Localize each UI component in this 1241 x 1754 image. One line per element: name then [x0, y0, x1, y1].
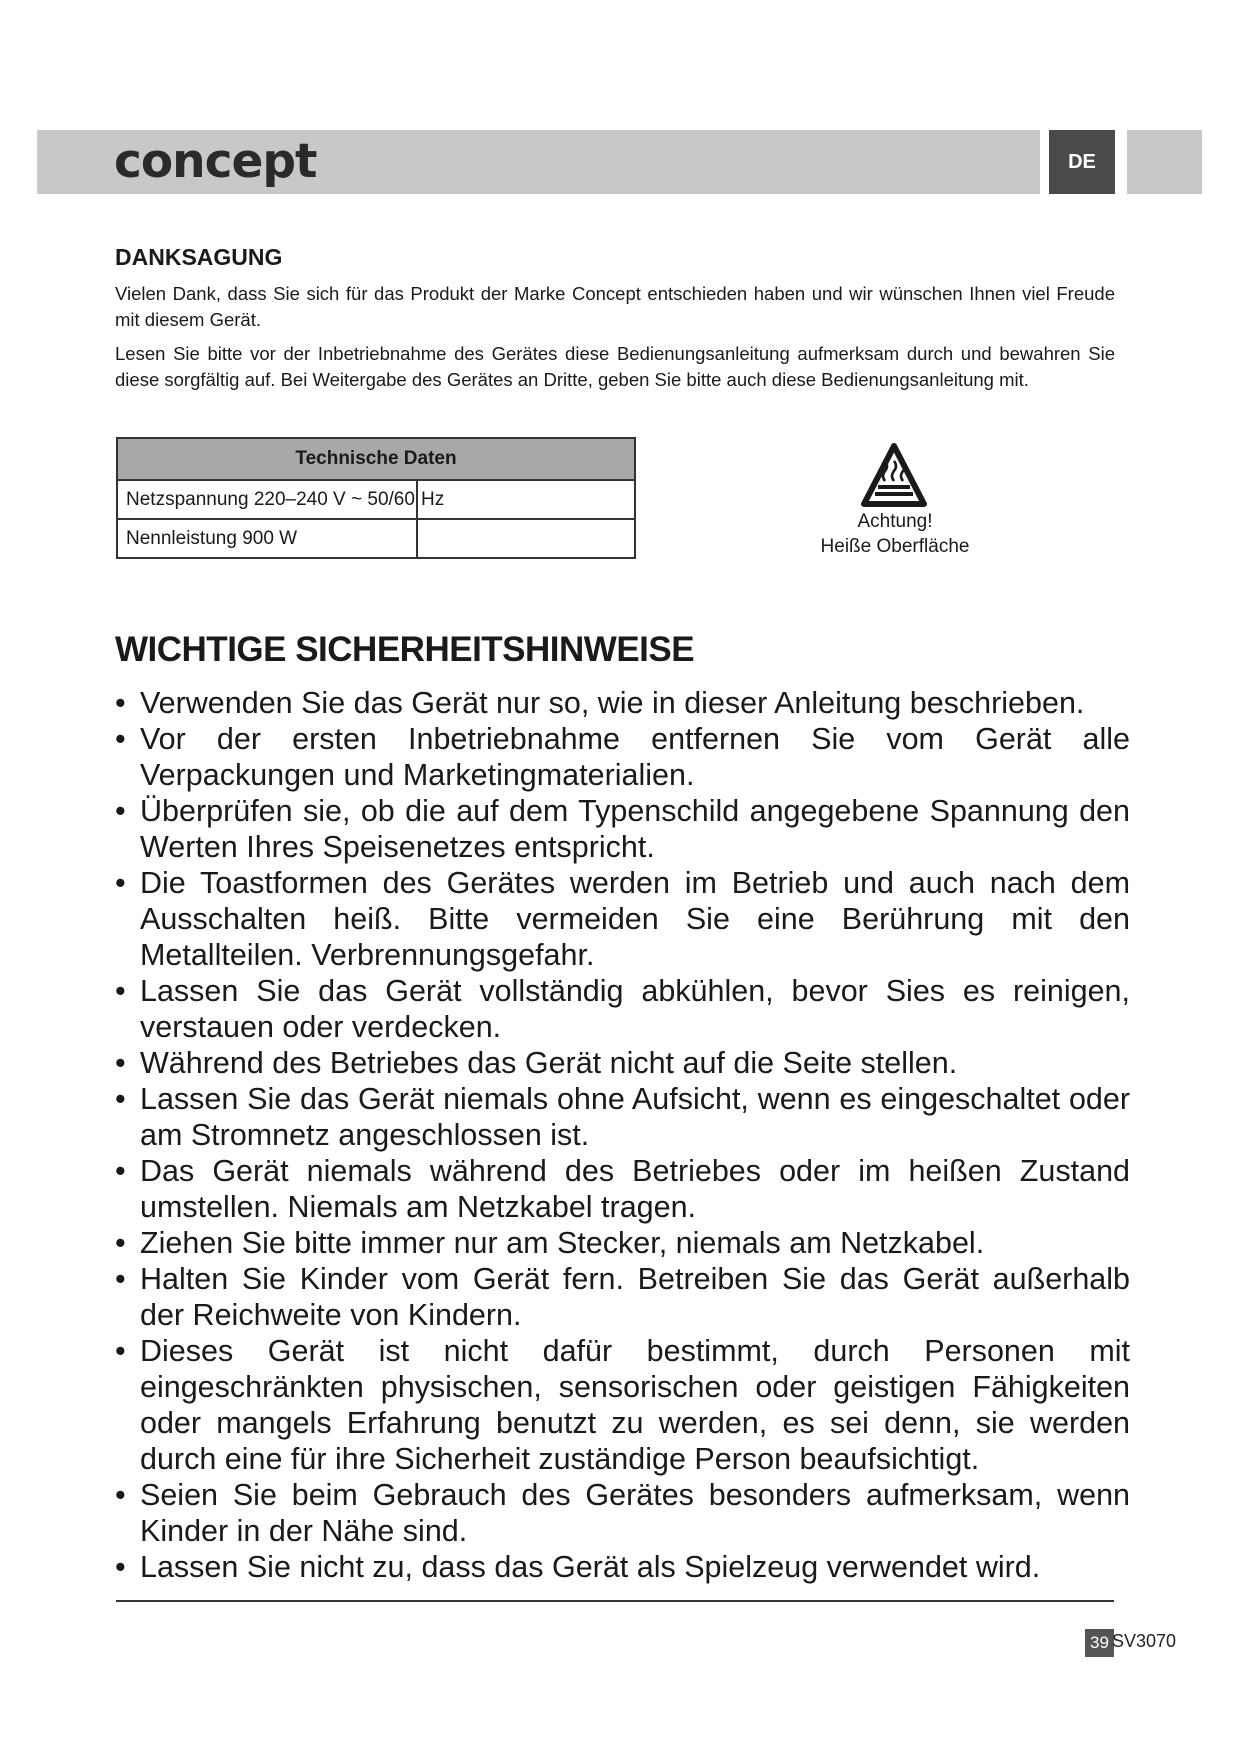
table-row — [117, 519, 635, 558]
list-item-text: Das Gerät niemals während des Betriebes oder im heißen Zustand umstellen. Niemals am Netzkabel tragen. — [140, 1154, 1130, 1224]
page-number: 39 — [1085, 1629, 1114, 1657]
list-item — [115, 1477, 1130, 1549]
model-number: SV3070 — [1112, 1631, 1177, 1651]
safety-list — [115, 685, 1130, 1585]
warning-line-1: Achtung! — [857, 511, 933, 532]
intro-paragraph-2: Lesen Sie bitte vor der Inbetriebnahme des Gerätes diese Bedienungsanleitung aufmerksam durch und bewahren Sie diese sorgfältig auf. Bei Weitergabe des Gerätes an Dritte, geben Sie bitte auch diese Bedienungsanleitung mit. — [115, 343, 1115, 390]
list-item-text: Seien Sie beim Gebrauch des Gerätes besonders aufmerksam, wenn Kinder in der Nähe sind. — [140, 1478, 1130, 1548]
list-item — [115, 1045, 1130, 1081]
section-heading-thanks: DANKSAGUNG — [115, 244, 283, 270]
bullet: • — [115, 1478, 126, 1512]
list-item — [115, 1261, 1130, 1333]
list-item-text: Vor der ersten Inbetriebnahme entfernen Sie vom Gerät alle Verpackungen und Marketingmaterialien. — [140, 722, 1130, 792]
list-item — [115, 685, 1130, 721]
warning-line-2: Heiße Oberfläche — [820, 536, 970, 557]
hot-surface-warning-icon — [861, 443, 927, 509]
list-item-text: Dieses Gerät ist nicht dafür bestimmt, durch Personen mit eingeschränkten physischen, sensorischen oder geistigen Fähigkeiten oder mangels Erfahrung benutzt zu werden, es sei denn, sie werden durch eine für ihre Sicherheit zuständige Person beaufsichtigt. — [140, 1334, 1130, 1476]
list-item — [115, 1081, 1130, 1153]
bullet: • — [115, 1262, 126, 1296]
list-item-text: Verwenden Sie das Gerät nur so, wie in dieser Anleitung beschrieben. — [140, 686, 1085, 720]
bullet: • — [115, 794, 126, 828]
footer-divider — [116, 1600, 1114, 1602]
bullet: • — [115, 1226, 126, 1260]
list-item — [115, 1225, 1130, 1261]
list-item — [115, 865, 1130, 973]
list-item — [115, 793, 1130, 865]
list-item-text: Ziehen Sie bitte immer nur am Stecker, niemals am Netzkabel. — [140, 1226, 985, 1260]
bullet: • — [115, 1082, 126, 1116]
language-badge: DE — [1049, 130, 1115, 194]
list-item-text: Lassen Sie nicht zu, dass das Gerät als Spielzeug verwendet wird. — [140, 1550, 1041, 1584]
table-cell-value: Hz — [417, 480, 635, 519]
table-row — [117, 480, 635, 519]
list-item — [115, 721, 1130, 793]
bullet: • — [115, 1550, 126, 1584]
list-item-text: Halten Sie Kinder vom Gerät fern. Betreiben Sie das Gerät außerhalb der Reichweite von Kindern. — [140, 1262, 1130, 1332]
table-cell-value — [417, 519, 635, 558]
bullet: • — [115, 974, 126, 1008]
safety-heading: WICHTIGE SICHERHEITSHINWEISE — [115, 630, 695, 669]
bullet: • — [115, 1334, 126, 1368]
table-cell-label: Nennleistung 900 W — [117, 519, 417, 558]
bullet: • — [115, 866, 126, 900]
list-item-text: Überprüfen sie, ob die auf dem Typenschild angegebene Spannung den Werten Ihres Speisenetzes entspricht. — [140, 794, 1130, 864]
bullet: • — [115, 1046, 126, 1080]
bullet: • — [115, 686, 126, 720]
warning-caption — [790, 509, 1000, 559]
table-title: Technische Daten — [117, 438, 635, 480]
list-item — [115, 1153, 1130, 1225]
bullet: • — [115, 1154, 126, 1188]
list-item-text: Lassen Sie das Gerät niemals ohne Aufsicht, wenn es eingeschaltet oder am Stromnetz angeschlossen ist. — [140, 1082, 1130, 1152]
header-bar-right — [1127, 130, 1202, 194]
technical-data-table — [116, 437, 636, 559]
list-item — [115, 1549, 1130, 1585]
list-item-text: Die Toastformen des Gerätes werden im Betrieb und auch nach dem Ausschalten heiß. Bitte vermeiden Sie eine Berührung mit den Metallteilen. Verbrennungsgefahr. — [140, 866, 1130, 972]
table-cell-label: Netzspannung 220–240 V ~ 50/60 — [117, 480, 417, 519]
list-item-text: Lassen Sie das Gerät vollständig abkühlen, bevor Sies es reinigen, verstauen oder verdecken. — [140, 974, 1130, 1044]
table-header-row — [117, 438, 635, 480]
list-item-text: Während des Betriebes das Gerät nicht auf die Seite stellen. — [140, 1046, 958, 1080]
list-item — [115, 973, 1130, 1045]
list-item — [115, 1333, 1130, 1477]
brand-logo: concept — [114, 134, 317, 189]
intro-paragraph-1: Vielen Dank, dass Sie sich für das Produkt der Marke Concept entschieden haben und wir wünschen Ihnen viel Freude mit diesem Gerät. — [115, 283, 1115, 330]
bullet: • — [115, 722, 126, 756]
